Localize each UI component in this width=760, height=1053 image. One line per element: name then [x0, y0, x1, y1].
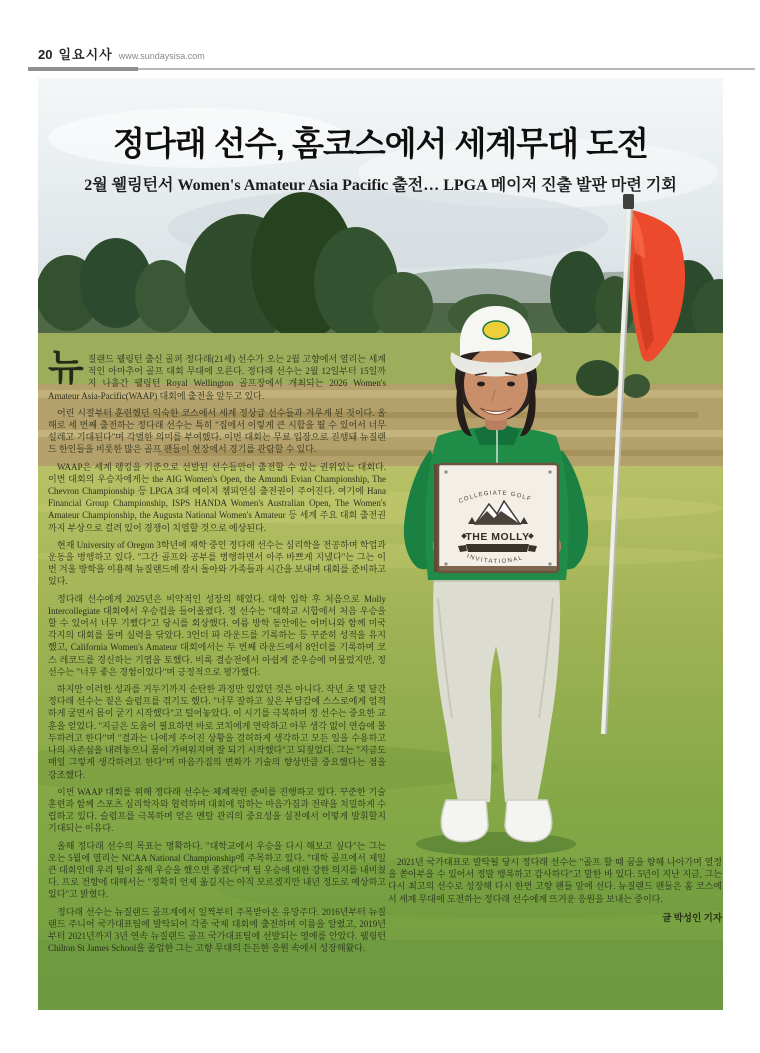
paragraph: 어린 시절부터 훈련했던 익숙한 코스에서 세계 정상급 선수들과 겨루게 된 것이다. 올해로 세 번째 출전하는 정다래 선수는 특히 "집에서 이렇게 큰 시합을 뛸 수 있어서 너무 설레고 기대된다"며 각별한 의미를 부여했다. 이번 대회는 무료 입장으로 진행돼 뉴질랜드 한인들을 비롯한 많은 골프 팬들이 현장에서 경기를 관람할 수 있다. — [48, 407, 386, 455]
masthead-title: 일요시사 — [58, 47, 113, 62]
header-rule-accent — [28, 67, 138, 71]
eye — [477, 382, 485, 387]
golfer-shadow — [416, 832, 576, 856]
plaque-bottom-text: INVITATIONAL — [466, 553, 525, 566]
flagstick-ferrule — [623, 194, 634, 209]
trophy-plaque — [434, 464, 558, 572]
dropcap: 뉴 — [48, 348, 84, 389]
paragraph: 2021년 국가대표로 발탁될 당시 정다래 선수는 "골프 할 때 꿈을 향해 나아가며 열정을 쏟아부을 수 있어서 정말 행복하고 감사하다"고 말한 바 있다. 5년이 지난 지금, 그는 다시 최고의 선수로 성장해 다시 한번 고향 팬들 앞에 선다. 뉴질랜드 팬들은 홈 코스에서 세계 무대에 도전하는 정다래 선수에게 뜨거운 응원을 보내는 중이다. — [388, 857, 722, 904]
golfer-face — [464, 347, 528, 421]
paragraph-text: 질랜드 웰링턴 출신 골퍼 정다래(21세) 선수가 오는 2월 고향에서 열리는 세계적인 아마추어 골프 대회 무대에 오른다. 정다래 선수는 2월 12일부터 15일까지 나흘간 웰링턴 Royal Wellington 골프장에서 개최되는 2026 Women's Amateur Asia-Pacific(WAAP) 대회에 출전을 앞두고 있다. — [48, 354, 386, 401]
article-photo — [38, 78, 723, 1010]
paragraph: 이번 WAAP 대회를 위해 정다래 선수는 체계적인 준비를 진행하고 있다. 꾸준한 기술 훈련과 함께 스포츠 심리학자와 협력하며 대회에 임하는 마음가짐과 전략을 치밀하게 수립하고 있다. 슬럼프를 극복하며 얻은 멘탈 관리의 중요성을 실전에서 어떻게 발휘할지 기대되는 이유다. — [48, 786, 386, 834]
masthead-url: www.sundaysisa.com — [118, 51, 205, 61]
page-header — [38, 44, 728, 64]
paragraph-lead — [48, 348, 386, 402]
duck-logo-icon — [483, 321, 509, 339]
plaque-top-text: COLLEGIATE GOLF — [458, 490, 533, 506]
subheadline: 2월 웰링턴서 Women's Amateur Asia Pacific 출전… LPGA 메이저 진출 발판 마련 기회 — [84, 177, 677, 194]
headline: 정다래 선수, 홈코스에서 세계무대 도전 — [113, 125, 648, 162]
paragraph: 현재 University of Oregon 3학년에 재학 중인 정다래 선수는 심리학을 전공하며 학업과 운동을 병행하고 있다. "그간 골프와 공부를 병행하면서 아주 바쁘게 지냈다"는 그는 이번 겨울 방학을 이용해 뉴질랜드에 잠시 돌아와 가족들과 시간을 보내며 대회를 준비하고 있다. — [48, 539, 386, 587]
paragraph: WAAP은 세계 랭킹을 기준으로 선발된 선수들만이 출전할 수 있는 권위있는 대회다. 이번 대회의 우승자에게는 the AIG Women's Open, the Amundi Evian Championship, The Chevron Championship 등 LPGA 3대 메이저 챔피언십 출전권이 주어진다. 여기에 Hana Financial Group Championship, ISPS HANDA Women's Australian Open, The Women's Amateur Championship, the Augusta National Women's Amateur 등 세계 주요 대회 출전권까지 부상으로 걸려 있어 경쟁이 치열할 것으로 예상된다. — [48, 461, 386, 533]
paragraph: 올해 정다래 선수의 목표는 명확하다. "대학교에서 우승을 다시 해보고 싶다"는 그는 오는 5월에 열리는 NCAA National Championship에 주목하고 있다. "대학 골프에서 제일 큰 대회인데 우리 팀이 올해 우승을 했으면 좋겠다"며 팀 우승에 대한 강한 의지를 내비쳤다. 프로 전향에 대해서는 "정확히 언제 옮길지는 아직 모르겠지만 내년 정도로 예상하고 있다"고 밝혔다. — [48, 840, 386, 900]
byline: 글 박성인 기자 — [662, 913, 722, 924]
golfer-shoe-left — [441, 800, 488, 842]
header-rule — [28, 68, 755, 70]
eye — [507, 382, 515, 387]
paragraph: 하지만 이러한 성과를 거두기까지 순탄한 과정만 있었던 것은 아니다. 작년 초 몇 달간 정다래 선수는 짙은 슬럼프를 겪기도 했다. "너무 잘하고 싶은 부담감에 스스로에게 엄격하게 굴면서 몸이 굳기 시작했다"고 털어놓았다. 이 시기를 극복하며 정 선수는 중요한 교훈을 얻었다. "지금은 도움이 필요하면 바로 코치에게 연락하고 아무 생각 없이 연습에 몰두하려고 한다"며 "결과는 나에게 주어진 상황을 겸허하게 생각하고 모든 일을 수용하고 나의 자존심을 내려놓으니 몸이 가벼워지며 잘 되기 시작했다"고 되짚었다. 그는 "지금도 매일 그렇게 생각하려고 한다"며 마음가짐의 변화가 기술의 향상만큼 중요했다는 점을 강조했다. — [48, 684, 386, 780]
paragraph: 정다래 선수는 뉴질랜드 골프계에서 일찍부터 주목받아온 유망주다. 2016년부터 뉴질랜드 주니어 국가대표팀에 발탁되어 각종 국제 대회에 출전하며 이름을 알렸고, 2019년부터 2021년까지 3년 연속 뉴질랜드 골프 국가대표팀에 선발되는 영예를 안았다. 웰링턴 Chilton St James School을 졸업한 그는 고향 무대의 든든한 응원 속에서 성장해왔다. — [48, 906, 386, 954]
article-body-right — [388, 856, 722, 924]
plaque-title: THE MOLLY — [465, 531, 530, 543]
article-body-left — [48, 348, 386, 959]
plaque-ribbon — [458, 544, 537, 552]
golfer-shoe-right — [505, 800, 552, 842]
paragraph: 정다래 선수에게 2025년은 비약적인 성장의 해였다. 대학 입학 후 처음으로 Molly Intercollegiate 대회에서 우승컵을 들어올렸다. 정 선수는 "대학교 시합에서 처음 우승을 할 수 있어서 너무 기뻤다"고 당시를 회상했다. 여름 방학 동안에는 어머니와 함께 미국 각지의 대회를 돌며 실력을 닦았다. 3언더 파 라운드를 기록하는 등 꾸준히 성적을 유지했고, California Women's Amateur 대회에서는 두 번째 라운드에서 8언더를 기록하며 코스 레코드를 경신하는 기염을 토했다. 비록 결승전에서 아쉽게 준우승에 머물렀지만, 정 선수는 "너무 좋은 경험이었다"며 긍정적으로 평가했다. — [48, 593, 386, 677]
page-number: 20 — [38, 47, 53, 62]
